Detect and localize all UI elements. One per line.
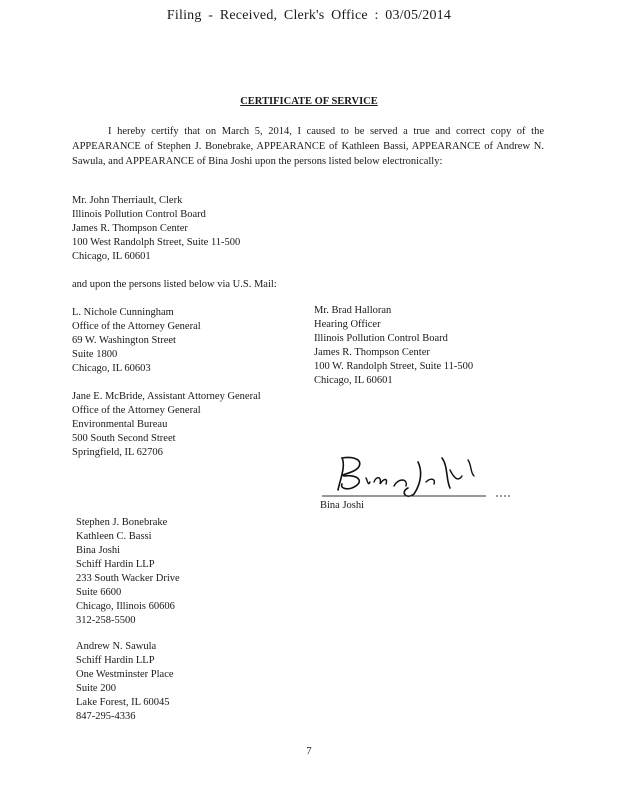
address-line: 100 West Randolph Street, Suite 11-500 [72, 237, 241, 248]
address-line: Schiff Hardin LLP [76, 655, 155, 666]
signature-block [318, 452, 518, 522]
address-line: Lake Forest, IL 60045 [76, 697, 170, 708]
address-line: Mr. John Therriault, Clerk [72, 195, 183, 206]
address-line: Stephen J. Bonebrake [76, 517, 168, 528]
filing-stamp-header: Filing - Received, Clerk's Office : 03/05/2014 [166, 8, 452, 23]
address-line: Springfield, IL 62706 [72, 447, 163, 458]
counsel-address-block-1 [76, 516, 180, 628]
address-line: Kathleen C. Bassi [76, 531, 152, 542]
mail-intro-text: and upon the persons listed below via U.S. Mail: [72, 279, 277, 290]
address-line: James R. Thompson Center [314, 347, 430, 358]
address-line: Chicago, IL 60601 [72, 251, 151, 262]
address-line: Bina Joshi [76, 545, 121, 556]
address-line: 500 South Second Street [72, 433, 176, 444]
signer-name: Bina Joshi [320, 500, 365, 511]
address-line: Chicago, Illinois 60606 [76, 601, 175, 612]
page-number: 7 [306, 746, 312, 757]
address-line: Suite 6600 [76, 587, 122, 598]
handwritten-signature [318, 452, 518, 502]
address-line: Chicago, IL 60603 [72, 363, 151, 374]
counsel-address-block-2 [76, 640, 174, 724]
address-line: Environmental Bureau [72, 419, 168, 430]
address-line: Suite 200 [76, 683, 116, 694]
address-line: Illinois Pollution Control Board [314, 333, 448, 344]
address-line: Schiff Hardin LLP [76, 559, 155, 570]
address-line: Office of the Attorney General [72, 321, 201, 332]
address-line: Office of the Attorney General [72, 405, 201, 416]
address-line: Suite 1800 [72, 349, 118, 360]
address-line: 69 W. Washington Street [72, 335, 176, 346]
document-title: CERTIFICATE OF SERVICE [240, 96, 378, 107]
address-line: James R. Thompson Center [72, 223, 188, 234]
mail-recipient-cunningham [72, 306, 201, 376]
address-line: Chicago, IL 60601 [314, 375, 393, 386]
electronic-recipient-address [72, 194, 240, 264]
certification-paragraph: I hereby certify that on March 5, 2014, I caused to be served a true and correct copy of the APPEARANCE of Stephen J. Bonebrake, APPEARANCE of Kathleen Bassi, APPEARANCE of Andrew N. Sawula, and APPEARANCE of Bina Joshi upon the persons listed below electronically: [72, 126, 544, 167]
mail-recipient-halloran [314, 304, 473, 388]
address-line: Andrew N. Sawula [76, 641, 157, 652]
address-line: 233 South Wacker Drive [76, 573, 180, 584]
address-line: 312-258-5500 [76, 615, 136, 626]
address-line: Mr. Brad Halloran [314, 305, 392, 316]
address-line: L. Nichole Cunningham [72, 307, 174, 318]
mail-recipient-mcbride [72, 390, 261, 460]
address-line: Illinois Pollution Control Board [72, 209, 206, 220]
address-line: Hearing Officer [314, 319, 381, 330]
address-line: Jane E. McBride, Assistant Attorney General [72, 391, 261, 402]
address-line: One Westminster Place [76, 669, 174, 680]
address-line: 847-295-4336 [76, 711, 136, 722]
address-line: 100 W. Randolph Street, Suite 11-500 [314, 361, 474, 372]
